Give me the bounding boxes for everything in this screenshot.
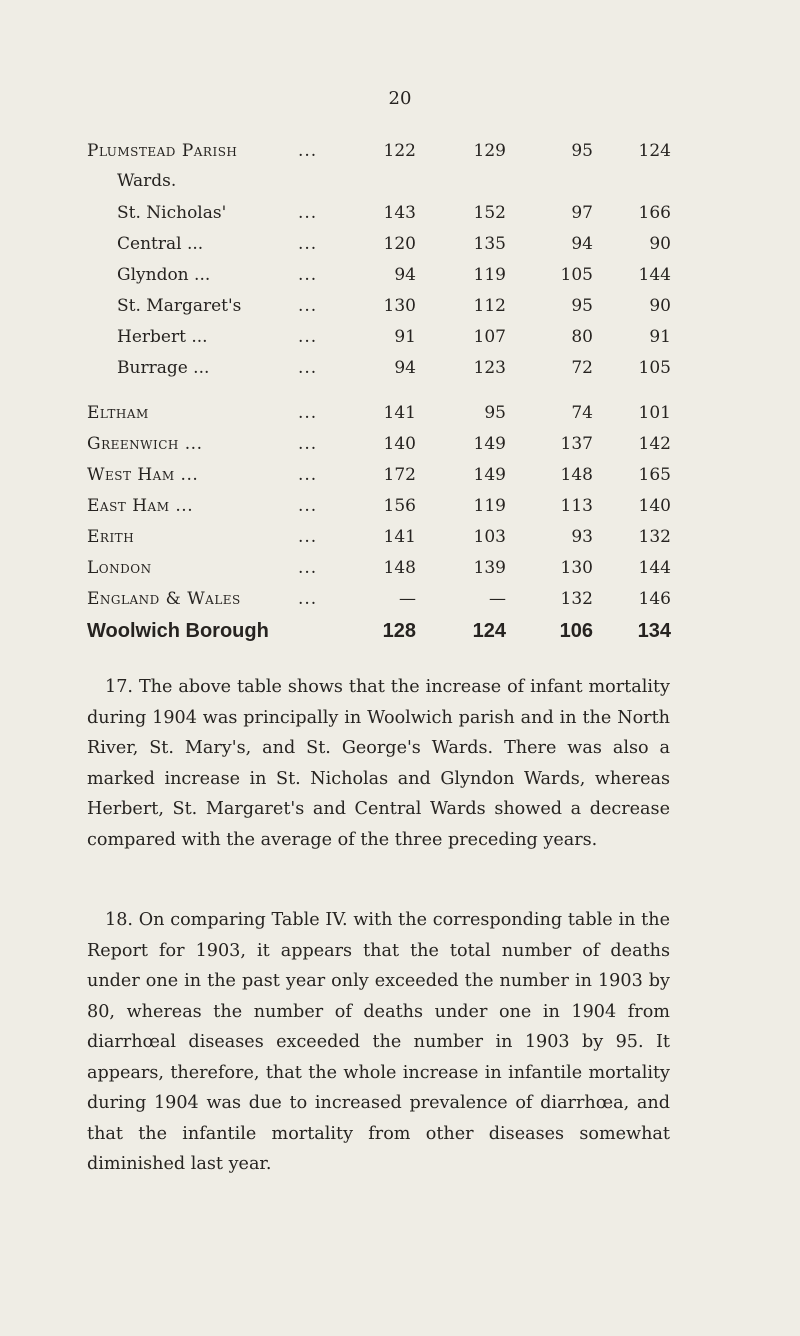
cell: — [489,589,506,609]
cell: 74 [571,403,593,423]
cell: 130 [560,558,593,578]
leader-dots: ... [298,358,318,378]
cell: 95 [571,296,593,316]
cell: 140 [383,434,416,454]
table-row [0,403,800,433]
cell: 148 [560,465,593,485]
table-row [0,327,800,357]
leader-dots: ... [298,203,318,223]
cell: 93 [571,527,593,547]
row-label: Woolwich Borough [87,620,269,642]
cell: 141 [383,403,416,423]
cell: 80 [571,327,593,347]
cell: 123 [473,358,506,378]
cell: 119 [473,496,506,516]
cell: 97 [571,203,593,223]
paragraph-17: 17. The above table shows that the increase of infant mortality during 1904 was principally in Woolwich parish and in the North River, St. Mary's, and St. George's Wards. There was also a marked increase in St. Nicholas and Glyndon Wards, whereas Herbert, St. Margaret's and Central Wards showed a decrease compared with the average of the three preceding years. [87,677,670,850]
cell: 152 [473,203,506,223]
cell: 119 [473,265,506,285]
cell: 134 [637,620,671,642]
table-row [0,296,800,326]
row-label: England & Wales [87,589,241,609]
leader-dots: ... [298,527,318,547]
row-label: West Ham ... [87,465,199,485]
cell: 142 [638,434,671,454]
row-label: Central ... [117,234,204,254]
leader-dots: ... [298,558,318,578]
leader-dots: ... [298,234,318,254]
leader-dots: ... [298,296,318,316]
row-label: St. Nicholas' [117,203,227,223]
table-row [0,434,800,464]
cell: 124 [638,141,671,161]
paragraph-18: 18. On comparing Table IV. with the corresponding table in the Report for 1903, it appears that the total number of deaths under one in the past year only exceeded the number in 1903 by 80, whereas the number of deaths under one in 1904 from diarrhœal diseases exceeded the number in 1903 by 95. It appears, therefore, that the whole increase in infantile mortality during 1904 was due to increased prevalence of diarrhœa, and that the infantile mortality from other diseases somewhat diminished last year. [87,910,670,1174]
cell: 156 [383,496,416,516]
row-label: Plumstead Parish [87,141,238,161]
page-number: 20 [388,88,412,109]
table-row [0,589,800,619]
row-label: Greenwich ... [87,434,203,454]
cell: 124 [472,620,506,642]
table-row-woolwich-borough [0,620,800,650]
cell: 90 [649,296,671,316]
cell: 95 [571,141,593,161]
cell: 143 [383,203,416,223]
cell: 132 [638,527,671,547]
leader-dots: ... [298,403,318,423]
cell: 146 [638,589,671,609]
cell: 144 [638,265,671,285]
cell: 103 [473,527,506,547]
table-row [0,265,800,295]
cell: 105 [560,265,593,285]
cell: 95 [484,403,506,423]
cell: 130 [383,296,416,316]
cell: 90 [649,234,671,254]
leader-dots: ... [298,496,318,516]
cell: 72 [571,358,593,378]
row-label: Glyndon ... [117,265,211,285]
cell: 149 [473,434,506,454]
cell: 141 [383,527,416,547]
cell: 172 [383,465,416,485]
cell: 105 [638,358,671,378]
cell: — [399,589,416,609]
leader-dots: ... [298,327,318,347]
row-label: Eltham [87,403,149,423]
cell: 135 [473,234,506,254]
wards-heading: Wards. [117,171,177,191]
wards-heading-row [0,171,800,201]
row-label: London [87,558,152,578]
table-row [0,234,800,264]
cell: 137 [560,434,593,454]
cell: 166 [638,203,671,223]
row-label: East Ham ... [87,496,194,516]
row-label: Erith [87,527,135,547]
table-row [0,496,800,526]
table-row [0,358,800,388]
cell: 106 [559,620,593,642]
row-label: Herbert ... [117,327,208,347]
cell: 149 [473,465,506,485]
cell: 139 [473,558,506,578]
leader-dots: ... [298,434,318,454]
cell: 140 [638,496,671,516]
table-row-plumstead-parish [0,141,800,171]
cell: 94 [571,234,593,254]
cell: 107 [473,327,506,347]
cell: 91 [394,327,416,347]
table-row [0,558,800,588]
row-label: St. Margaret's [117,296,242,316]
cell: 91 [649,327,671,347]
cell: 165 [638,465,671,485]
cell: 113 [560,496,593,516]
cell: 120 [383,234,416,254]
table-row [0,465,800,495]
cell: 129 [473,141,506,161]
cell: 94 [394,265,416,285]
table-row [0,527,800,557]
row-label: Burrage ... [117,358,210,378]
cell: 122 [383,141,416,161]
leader-dots: ... [298,265,318,285]
leader-dots: ... [298,589,318,609]
leader-dots: ... [298,141,318,161]
cell: 148 [383,558,416,578]
leader-dots: ... [298,465,318,485]
cell: 94 [394,358,416,378]
cell: 144 [638,558,671,578]
cell: 101 [638,403,671,423]
table-row [0,203,800,233]
cell: 112 [473,296,506,316]
cell: 128 [382,620,416,642]
cell: 132 [560,589,593,609]
